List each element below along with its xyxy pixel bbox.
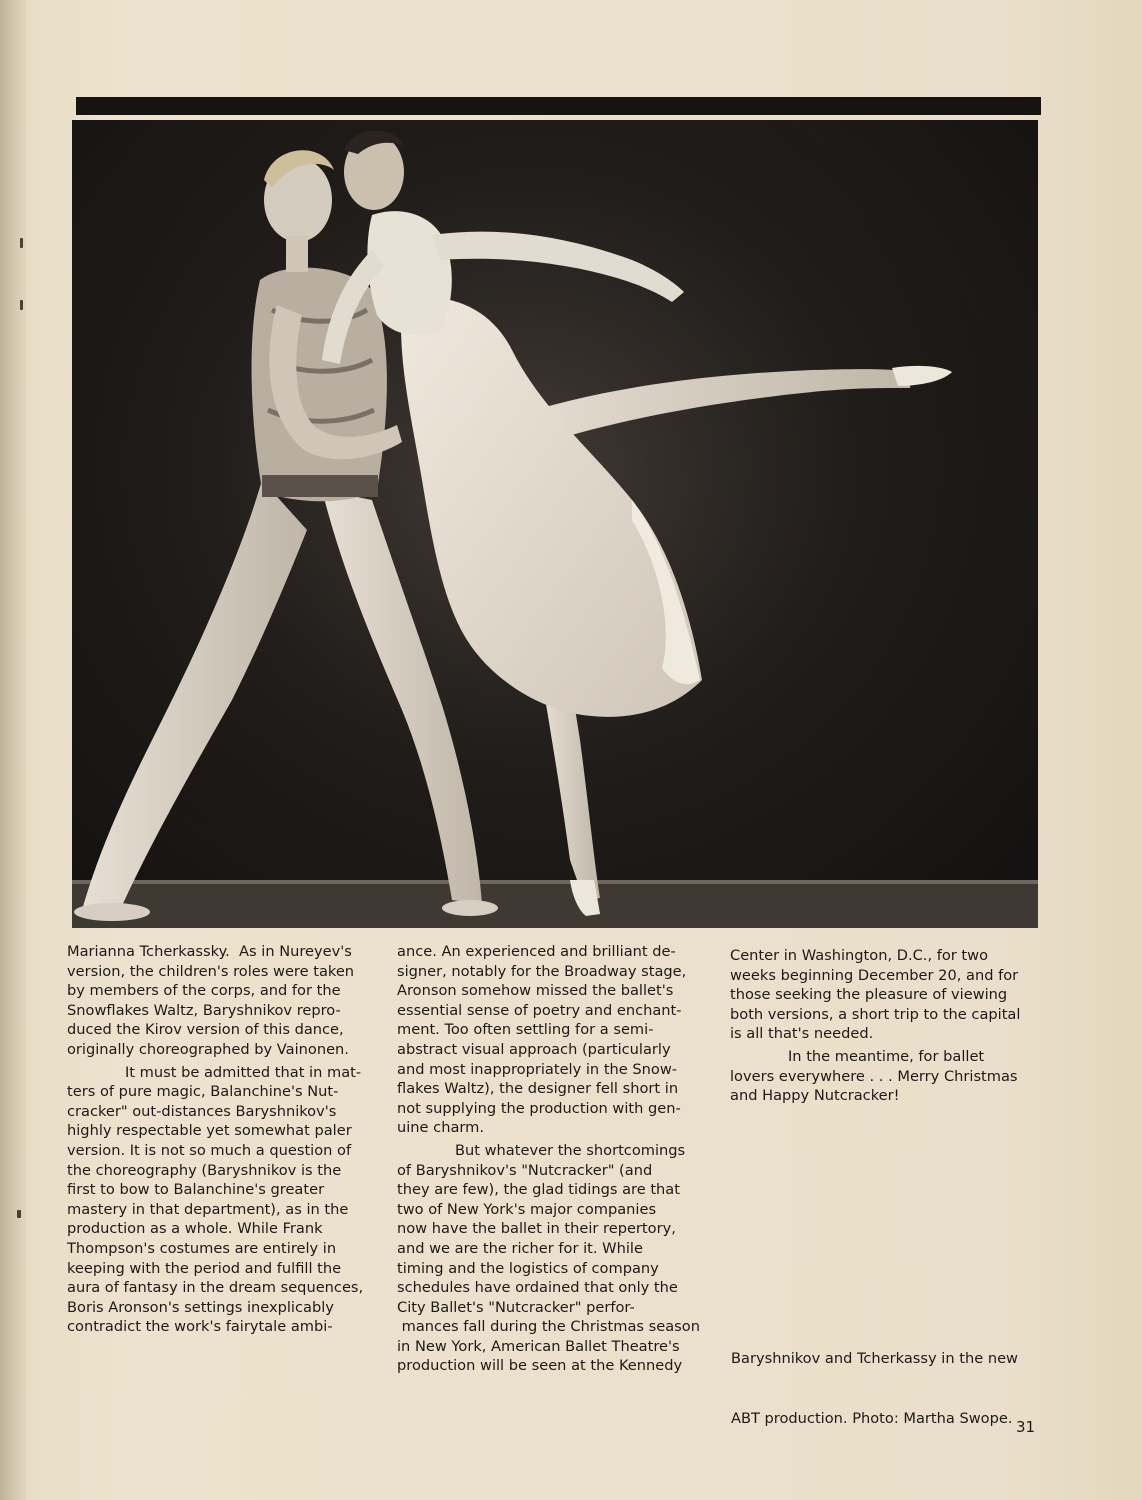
text-line: in New York, American Ballet Theatre's <box>397 1337 680 1355</box>
text-line: aura of fantasy in the dream sequences, <box>67 1279 364 1297</box>
page-spine <box>0 0 26 1500</box>
text-line: not supplying the production with gen- <box>397 1099 681 1117</box>
text-line: timing and the logistics of company <box>397 1259 659 1277</box>
binding-staple-mark <box>17 1210 21 1218</box>
text-line: schedules have ordained that only the <box>397 1279 678 1297</box>
text-line: version, the children's roles were taken <box>67 962 355 980</box>
text-line: they are few), the glad tidings are that <box>397 1181 680 1199</box>
text-line: and Happy Nutcracker! <box>730 1087 900 1105</box>
article-column-2 <box>397 942 700 1376</box>
text-line: uine charm. <box>397 1119 484 1137</box>
header-rule <box>76 97 1041 115</box>
text-line: of Baryshnikov's "Nutcracker" (and <box>397 1161 653 1179</box>
ballet-photo <box>72 120 1038 928</box>
page-number: 31 <box>1016 1418 1036 1436</box>
article-column-3 <box>730 946 1030 1106</box>
text-line: signer, notably for the Broadway stage, <box>397 962 687 980</box>
text-line: Aronson somehow missed the ballet's <box>397 982 674 1000</box>
paragraph-start: It must be admitted that in mat- <box>125 1063 362 1081</box>
text-line: contradict the work's fairytale ambi- <box>67 1318 333 1336</box>
text-line: both versions, a short trip to the capital <box>730 1005 1021 1023</box>
paragraph-start: But whatever the shortcomings <box>455 1141 686 1159</box>
text-line: abstract visual approach (particularly <box>397 1040 671 1058</box>
text-line: first to bow to Balanchine's greater <box>67 1181 325 1199</box>
text-line: weeks beginning December 20, and for <box>730 966 1019 984</box>
text-line: by members of the corps, and for the <box>67 982 341 1000</box>
stage-edge <box>72 880 1038 884</box>
text-line: mances fall during the Christmas season <box>397 1318 700 1336</box>
text-line: now have the ballet in their repertory, <box>397 1220 676 1238</box>
text-line: those seeking the pleasure of viewing <box>730 986 1008 1004</box>
dancers-illustration <box>72 120 1038 928</box>
text-line: mastery in that department), as in the <box>67 1200 349 1218</box>
text-line: Center in Washington, D.C., for two <box>730 947 989 964</box>
stage-floor <box>72 880 1038 928</box>
text-line: keeping with the period and fulfill the <box>67 1259 342 1277</box>
caption-line: Baryshnikov and Tcherkassy in the new <box>731 1350 1018 1367</box>
text-line: version. It is not so much a question of <box>67 1141 352 1159</box>
text-line: and most inappropriately in the Snow- <box>397 1060 678 1078</box>
text-line: Marianna Tcherkassky. As in Nureyev's <box>67 943 352 960</box>
caption-line: ABT production. Photo: Martha Swope. <box>731 1410 1013 1427</box>
photo-caption <box>731 1309 1018 1469</box>
male-belt <box>262 475 378 497</box>
text-line: City Ballet's "Nutcracker" perfor- <box>397 1298 635 1316</box>
text-line: lovers everywhere . . . Merry Christmas <box>730 1067 1018 1085</box>
binding-staple-mark <box>20 300 23 310</box>
text-line: production will be seen at the Kennedy <box>397 1357 683 1375</box>
male-foot <box>74 903 150 921</box>
paragraph-start: In the meantime, for ballet <box>788 1047 985 1065</box>
text-line: Snowflakes Waltz, Baryshnikov repro- <box>67 1001 341 1019</box>
text-line: cracker" out-distances Baryshnikov's <box>67 1102 337 1120</box>
text-line: ment. Too often settling for a semi- <box>397 1021 654 1039</box>
text-line: ters of pure magic, Balanchine's Nut- <box>67 1083 339 1101</box>
male-foot <box>442 900 498 916</box>
show-through-texture <box>728 1160 1038 1300</box>
binding-staple-mark <box>20 238 23 248</box>
text-line: production as a whole. While Frank <box>67 1220 323 1238</box>
article-column-1 <box>67 942 367 1337</box>
text-line: essential sense of poetry and enchant- <box>397 1001 682 1019</box>
text-line: duced the Kirov version of this dance, <box>67 1021 344 1039</box>
text-line: the choreography (Baryshnikov is the <box>67 1161 342 1179</box>
text-line: flakes Waltz), the designer fell short in <box>397 1080 679 1098</box>
text-line: ance. An experienced and brilliant de- <box>397 943 676 960</box>
male-neck <box>286 236 308 272</box>
text-line: originally choreographed by Vainonen. <box>67 1040 349 1058</box>
text-line: Thompson's costumes are entirely in <box>67 1239 337 1257</box>
text-line: is all that's needed. <box>730 1025 874 1043</box>
text-line: and we are the richer for it. While <box>397 1239 643 1257</box>
text-line: two of New York's major companies <box>397 1200 657 1218</box>
text-line: highly respectable yet somewhat paler <box>67 1122 352 1140</box>
text-line: Boris Aronson's settings inexplicably <box>67 1298 334 1316</box>
